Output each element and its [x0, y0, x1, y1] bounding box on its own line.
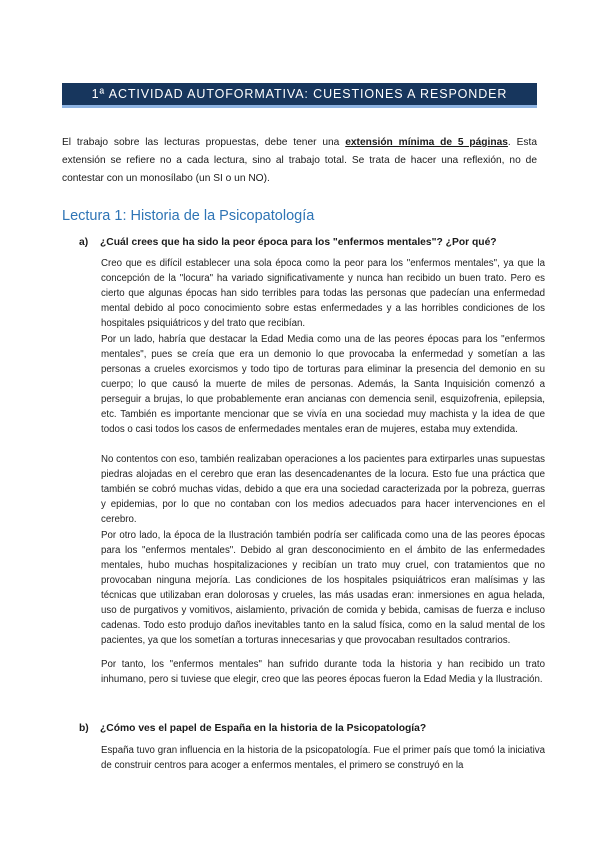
answer-paragraph: España tuvo gran influencia en la historia de la psicopatología. Fue el primer país que tomó la iniciativa de construir centros para acoger a enfermos mentales, el primero se construyó en la	[101, 745, 545, 771]
activity-banner	[62, 83, 537, 108]
intro-text-2: . Esta extensión se refiere no a cada lectura, sino al trabajo total. Se trata de hacer una reflexión, no de contestar con un monosílabo (un SI o un NO).	[62, 137, 537, 184]
question-letter: a)	[79, 237, 89, 248]
lectura-heading: Lectura 1: Historia de la Psicopatología	[62, 208, 315, 224]
question-letter: b)	[79, 723, 89, 734]
question-text: ¿Cómo ves el papel de España en la historia de la Psicopatología?	[100, 723, 427, 734]
answer-paragraph: No contentos con eso, también realizaban operaciones a los pacientes para extirparles unas supuestas piedras alojadas en el cerebro que eran las desencadenantes de la locura. Esto fue una práctica que también se cobró muchas vidas, debido a que era una sociedad caracterizada por la pobreza, guerras y epidemias, por lo que no contaban con los medios adecuados para hacer intervenciones en el cerebro.	[101, 454, 545, 525]
answer-paragraph: Por tanto, los "enfermos mentales" han sufrido durante toda la historia y han recibido un trato inhumano, pero si tuviese que elegir, creo que las peores épocas fueron la Edad Media y la Ilustración.	[101, 659, 545, 685]
question-a	[79, 237, 497, 248]
banner-title: 1ª ACTIVIDAD AUTOFORMATIVA: CUESTIONES A RESPONDER	[91, 87, 508, 101]
intro-emphasis: extensión mínima de 5 páginas	[345, 137, 508, 148]
answer-paragraph: Por otro lado, la época de la Ilustración también podría ser calificada como una de las peores épocas para los "enfermos mentales". Debido al gran desconocimiento en el ámbito de las enfermedades mentales, hubo muchas hospitalizaciones y recibían un trato muy cruel, con tratamientos que no provocaban ninguna mejoría. Las condiciones de los hospitales psiquiátricos eran malísimas y las técnicas que utilizaban eran dolorosas y crueles, las más usadas eran: inmersiones en agua helada, uso de purgativos y vomitivos, aislamiento, privación de comida y bebida, camisas de fuerza e incluso cadenas. Todo esto produjo daños inevitables tanto en la salud física, como en la salud mental de los pacientes, ya que los sometían a torturas innecesarias y que provocaban resultados contrarios.	[101, 530, 545, 646]
intro-text-1: El trabajo sobre las lecturas propuestas, debe tener una	[62, 137, 346, 148]
answer-paragraph: Creo que es difícil establecer una sola época como la peor para los "enfermos mentales", ya que la concepción de la "locura" ha variado significativamente y nunca han recibido un buen trato. Pero es cierto que algunas épocas han sido terribles para todas las personas que padecían una enfermedad mental debido al poco conocimiento sobre estas enfermedades y a las horribles condiciones de los hospitales psiquiátricos y del trato que recibían.	[101, 258, 545, 329]
answer-paragraph: Por un lado, habría que destacar la Edad Media como una de las peores épocas para los "enfermos mentales", pues se creía que era un demonio lo que provocaba la enfermedad y sometían a las personas a crueles exorcismos y todo tipo de torturas para eliminar la presencia del demonio en su cuerpo; lo que causó la muerte de miles de personas. Además, la Santa Inquisición comenzó a perseguir a brujas, lo que probablemente eran ancianas con demencia senil, esquizofrenia, epilepsia, etc. También es importante mencionar que se vivía en una sociedad muy machista y la idea de que todos o casi todos los casos de enfermedades mentales eran de mujeres, estaba muy extendida.	[101, 334, 545, 435]
question-b	[79, 723, 426, 734]
question-text: ¿Cuál crees que ha sido la peor época para los "enfermos mentales"? ¿Por qué?	[100, 237, 497, 248]
intro-paragraph	[62, 134, 537, 188]
